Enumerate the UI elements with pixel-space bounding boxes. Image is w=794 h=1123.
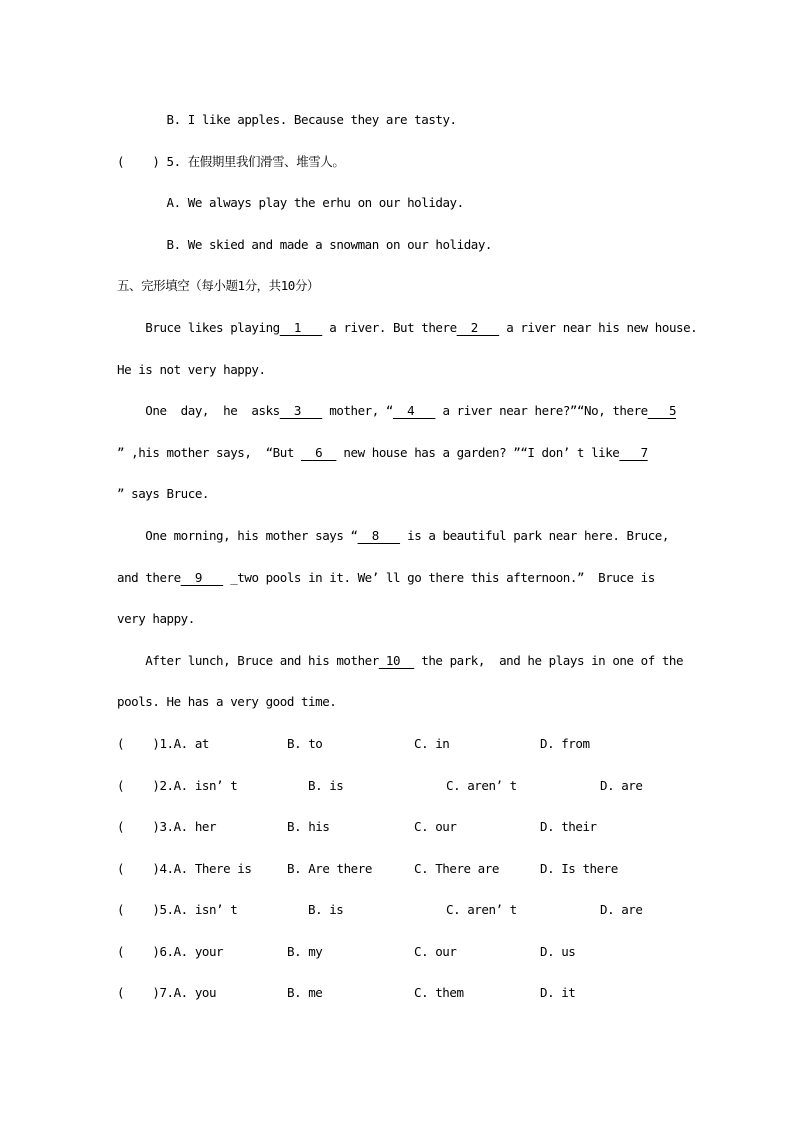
passage-line <box>117 473 777 515</box>
option-cell: C. in <box>414 735 450 751</box>
option-cell: D. Is there <box>540 860 618 876</box>
cloze-blank: 1 <box>279 319 323 335</box>
option-cell: ( )2.A. isn’ t <box>117 777 238 793</box>
passage-line <box>117 432 777 474</box>
passage-text: the park, and he plays in one of the <box>414 652 684 668</box>
passage-text: mother, “ <box>322 403 393 419</box>
exam-content <box>117 99 777 1014</box>
cloze-passage <box>117 307 777 723</box>
cloze-blank: 8 <box>357 527 401 543</box>
option-cell: B. to <box>287 735 323 751</box>
cloze-blank: 4 <box>392 403 436 419</box>
option-cell: D. are <box>600 902 643 918</box>
option-cell: ( )6.A. your <box>117 943 224 959</box>
option-cell: ( )3.A. her <box>117 819 217 835</box>
passage-text: After lunch, Bruce and his mother <box>117 652 379 668</box>
option-cell: C. our <box>414 819 457 835</box>
option-cell: C. aren’ t <box>446 777 517 793</box>
option-row <box>117 765 777 807</box>
passage-text: a river near his new house. <box>499 319 698 335</box>
passage-text: ” says Bruce. <box>117 486 209 502</box>
option-cell: B. is <box>308 902 344 918</box>
q5-stem-line: ( ) 5. 在假期里我们滑雪、堆雪人。 <box>117 153 345 169</box>
option-cell: C. There are <box>414 860 499 876</box>
cloze-blank: 10 <box>378 652 415 668</box>
q5-option-b-line: B. We skied and made a snowman on our holiday. <box>117 236 493 252</box>
option-cell: D. their <box>540 819 597 835</box>
passage-text: new house has a garden? ”“I don’ t like <box>336 444 620 460</box>
option-cell: ( )1.A. at <box>117 735 209 751</box>
option-row <box>117 848 777 890</box>
option-cell: C. our <box>414 943 457 959</box>
option-cell: C. them <box>414 985 464 1001</box>
option-cell: D. us <box>540 943 576 959</box>
option-cell: D. from <box>540 735 590 751</box>
q4-option-b-line: B. I like apples. Because they are tasty. <box>117 112 457 127</box>
option-row <box>117 931 777 973</box>
passage-line <box>117 681 777 723</box>
passage-text: very happy. <box>117 611 195 627</box>
passage-line <box>117 307 777 349</box>
passage-text: and there <box>117 569 181 585</box>
passage-text: ” ,his mother says, “But <box>117 444 301 460</box>
cloze-blank: 9 <box>180 569 224 585</box>
option-row <box>117 889 777 931</box>
passage-line <box>117 390 777 432</box>
passage-text: _two pools in it. We’ ll go there this afternoon.” Bruce is <box>223 569 655 585</box>
option-row <box>117 972 777 1014</box>
cloze-option-rows <box>117 723 777 1014</box>
option-cell: B. is <box>308 777 344 793</box>
cloze-blank: 7 <box>619 444 648 460</box>
option-cell: C. aren’ t <box>446 902 517 918</box>
passage-text: He is not very happy. <box>117 361 266 377</box>
passage-text: pools. He has a very good time. <box>117 694 337 710</box>
passage-line <box>117 598 777 640</box>
cloze-blank: 2 <box>456 319 500 335</box>
q5-option-a-line: A. We always play the erhu on our holiday. <box>117 195 464 211</box>
cloze-blank: 3 <box>279 403 323 419</box>
option-row <box>117 723 777 765</box>
option-cell: B. me <box>287 985 323 1001</box>
passage-line <box>117 557 777 599</box>
option-row <box>117 806 777 848</box>
option-cell: ( )4.A. There is <box>117 860 252 876</box>
option-cell: D. are <box>600 777 643 793</box>
passage-text: One day, he asks <box>117 403 280 419</box>
option-cell: D. it <box>540 985 576 1001</box>
passage-text: a river near here?”“No, there <box>435 403 648 419</box>
option-cell: B. my <box>287 943 323 959</box>
passage-text: Bruce likes playing <box>117 319 280 335</box>
option-cell: ( )5.A. isn’ t <box>117 902 238 918</box>
cloze-section-heading: 五、完形填空（每小题1分，共10分） <box>117 278 319 294</box>
option-cell: B. his <box>287 819 330 835</box>
passage-line <box>117 640 777 682</box>
cloze-blank: 5 <box>647 403 677 419</box>
passage-line <box>117 515 777 557</box>
option-cell: B. Are there <box>287 860 372 876</box>
passage-text: is a beautiful park near here. Bruce, <box>400 527 669 543</box>
passage-text: a river. But there <box>322 319 457 335</box>
option-cell: ( )7.A. you <box>117 985 217 1001</box>
cloze-blank: 6 <box>300 444 337 460</box>
passage-line <box>117 349 777 391</box>
passage-text: One morning, his mother says “ <box>117 527 358 543</box>
